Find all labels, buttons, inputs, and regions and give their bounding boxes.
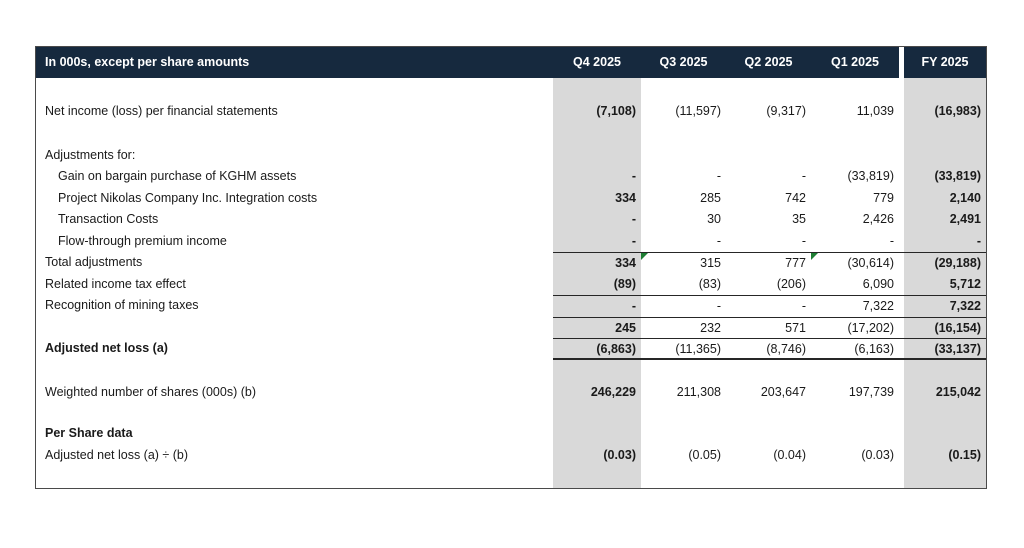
cell-q2: (9,317) (766, 104, 806, 118)
cell-q2: 35 (792, 212, 806, 226)
row-label: Flow-through premium income (58, 233, 227, 248)
table-body (36, 78, 986, 488)
row-label (36, 123, 553, 145)
cell-q3 (641, 403, 726, 423)
cell-fy: (33,137) (904, 338, 986, 360)
cell-q1: 6,090 (862, 276, 894, 291)
cell-q4: (7,108) (553, 101, 641, 123)
cell-q1: 11,039 (856, 104, 894, 118)
cell-q1: - (889, 233, 894, 248)
cell-q1 (811, 466, 899, 488)
row-label (36, 466, 553, 488)
cell-q2: 571 (726, 317, 811, 339)
cell-q2 (726, 466, 811, 488)
cell-fy: (16,983) (904, 101, 986, 123)
cell-flag-icon (811, 253, 818, 260)
cell-fy (904, 123, 986, 145)
row-label (36, 78, 553, 101)
cell-q3: (0.05) (688, 447, 721, 462)
cell-q2 (726, 78, 811, 101)
cell-q4: - (553, 295, 641, 317)
cell-fy (904, 145, 986, 167)
cell-q3: 285 (700, 190, 721, 205)
cell-q4 (553, 360, 641, 382)
cell-q1 (811, 423, 899, 445)
row-label: Gain on bargain purchase of KGHM assets (58, 169, 297, 183)
table-row (36, 209, 986, 231)
cell-q1: 779 (873, 190, 894, 205)
cell-q2: - (801, 233, 806, 248)
cell-fy (904, 423, 986, 445)
cell-q3: 315 (641, 252, 726, 274)
row-label: Related income tax effect (45, 276, 186, 291)
cell-fy: 2,491 (904, 209, 986, 231)
row-label: Project Nikolas Company Inc. Integration costs (58, 190, 318, 205)
cell-fy: 5,712 (904, 274, 986, 296)
cell-q4: 245 (553, 317, 641, 339)
cell-q3: - (716, 169, 721, 183)
cell-q1: (6,163) (811, 338, 899, 360)
row-label: Net income (loss) per financial statements (45, 104, 278, 118)
cell-fy: (0.15) (904, 445, 986, 467)
cell-q4 (553, 423, 641, 445)
financial-table (35, 46, 987, 489)
row-label: Per Share data (45, 426, 133, 440)
row-label (36, 317, 553, 339)
cell-q4 (553, 145, 641, 167)
cell-q2: - (726, 295, 811, 317)
cell-q2 (726, 423, 811, 445)
row-label (36, 403, 553, 423)
cell-q3 (641, 145, 726, 167)
cell-q2 (726, 123, 811, 145)
cell-q3: - (641, 295, 726, 317)
cell-q2 (726, 360, 811, 382)
row-label: Total adjustments (45, 255, 143, 269)
row-label: Adjusted net loss (a) (45, 341, 168, 355)
cell-q4 (553, 78, 641, 101)
cell-q1 (811, 145, 899, 167)
cell-fy: (16,154) (904, 317, 986, 339)
cell-q2 (726, 403, 811, 423)
cell-q2: - (801, 169, 806, 183)
table-row (36, 252, 986, 274)
cell-q2: 742 (785, 190, 806, 205)
cell-flag-icon (641, 253, 648, 260)
cell-q3: 232 (641, 317, 726, 339)
cell-q3 (641, 78, 726, 101)
cell-q4 (553, 123, 641, 145)
cell-fy (904, 360, 986, 382)
cell-q4: 334 (553, 252, 641, 274)
cell-q3: (11,597) (675, 104, 721, 118)
cell-fy: - (904, 231, 986, 253)
cell-q4: 334 (553, 188, 641, 210)
spacer-row (36, 360, 986, 382)
cell-q1: 197,739 (848, 384, 894, 399)
cell-fy: (29,188) (904, 252, 986, 274)
cell-q3: (11,365) (641, 338, 726, 360)
table-row (36, 231, 986, 253)
table-row (36, 166, 986, 188)
table-row (36, 188, 986, 210)
cell-fy: (33,819) (904, 166, 986, 188)
cell-q1 (811, 78, 899, 101)
table-row (36, 338, 986, 360)
cell-q1: (0.03) (861, 447, 894, 462)
cell-q1: (33,819) (847, 169, 894, 183)
table-header-row (36, 47, 986, 78)
cell-q3 (641, 423, 726, 445)
row-label: Recognition of mining taxes (45, 298, 199, 312)
cell-q3 (641, 123, 726, 145)
cell-q1: (30,614) (811, 252, 899, 274)
cell-q4: (6,863) (553, 338, 641, 360)
cell-q1 (811, 403, 899, 423)
cell-q3 (641, 466, 726, 488)
cell-q3: 30 (707, 212, 721, 226)
cell-q3 (641, 360, 726, 382)
cell-fy: 2,140 (904, 188, 986, 210)
header-col-q3: Q3 2025 (659, 55, 708, 69)
spacer-row (36, 78, 986, 101)
table-row (36, 274, 986, 296)
row-label: Adjusted net loss (a) ÷ (b) (45, 447, 189, 462)
table-row (36, 445, 986, 467)
table-row (36, 145, 986, 167)
header-col-q2: Q2 2025 (744, 55, 793, 69)
table-row (36, 295, 986, 317)
cell-fy (904, 403, 986, 423)
cell-q2 (726, 145, 811, 167)
table-row (36, 317, 986, 339)
cell-q3: (83) (698, 276, 721, 291)
cell-q1: 7,322 (811, 295, 899, 317)
cell-q3: 211,308 (676, 384, 721, 399)
cell-q2: (8,746) (726, 338, 811, 360)
table-row (36, 382, 986, 404)
header-col-q4: Q4 2025 (573, 55, 621, 69)
table-row (36, 101, 986, 123)
cell-q1 (811, 123, 899, 145)
spacer-row (36, 123, 986, 145)
cell-fy: 7,322 (904, 295, 986, 317)
row-label: Weighted number of shares (000s) (b) (45, 384, 256, 399)
cell-q4 (553, 403, 641, 423)
cell-fy: 215,042 (904, 382, 986, 404)
cell-q1 (811, 360, 899, 382)
cell-q2: (206) (776, 276, 806, 291)
row-label: Transaction Costs (58, 212, 159, 226)
header-label: In 000s, except per share amounts (45, 55, 250, 69)
cell-q1: (17,202) (811, 317, 899, 339)
cell-q4: (89) (553, 274, 641, 296)
header-col-q1: Q1 2025 (831, 55, 879, 69)
spacer-row (36, 466, 986, 488)
cell-fy (904, 78, 986, 101)
cell-q3: - (716, 233, 721, 248)
cell-q4: - (553, 231, 641, 253)
row-label: Adjustments for: (45, 147, 136, 162)
table-row (36, 423, 986, 445)
row-label (36, 360, 553, 382)
header-col-fy: FY 2025 (921, 55, 969, 69)
cell-q4: 246,229 (553, 382, 641, 404)
cell-q4: - (553, 209, 641, 231)
cell-q2: (0.04) (773, 447, 806, 462)
cell-fy (904, 466, 986, 488)
cell-q4 (553, 466, 641, 488)
cell-q2: 203,647 (760, 384, 806, 399)
cell-q1: 2,426 (862, 212, 894, 226)
cell-q2: 777 (726, 252, 811, 274)
cell-q4: (0.03) (553, 445, 641, 467)
spacer-row (36, 403, 986, 423)
cell-q4: - (553, 166, 641, 188)
